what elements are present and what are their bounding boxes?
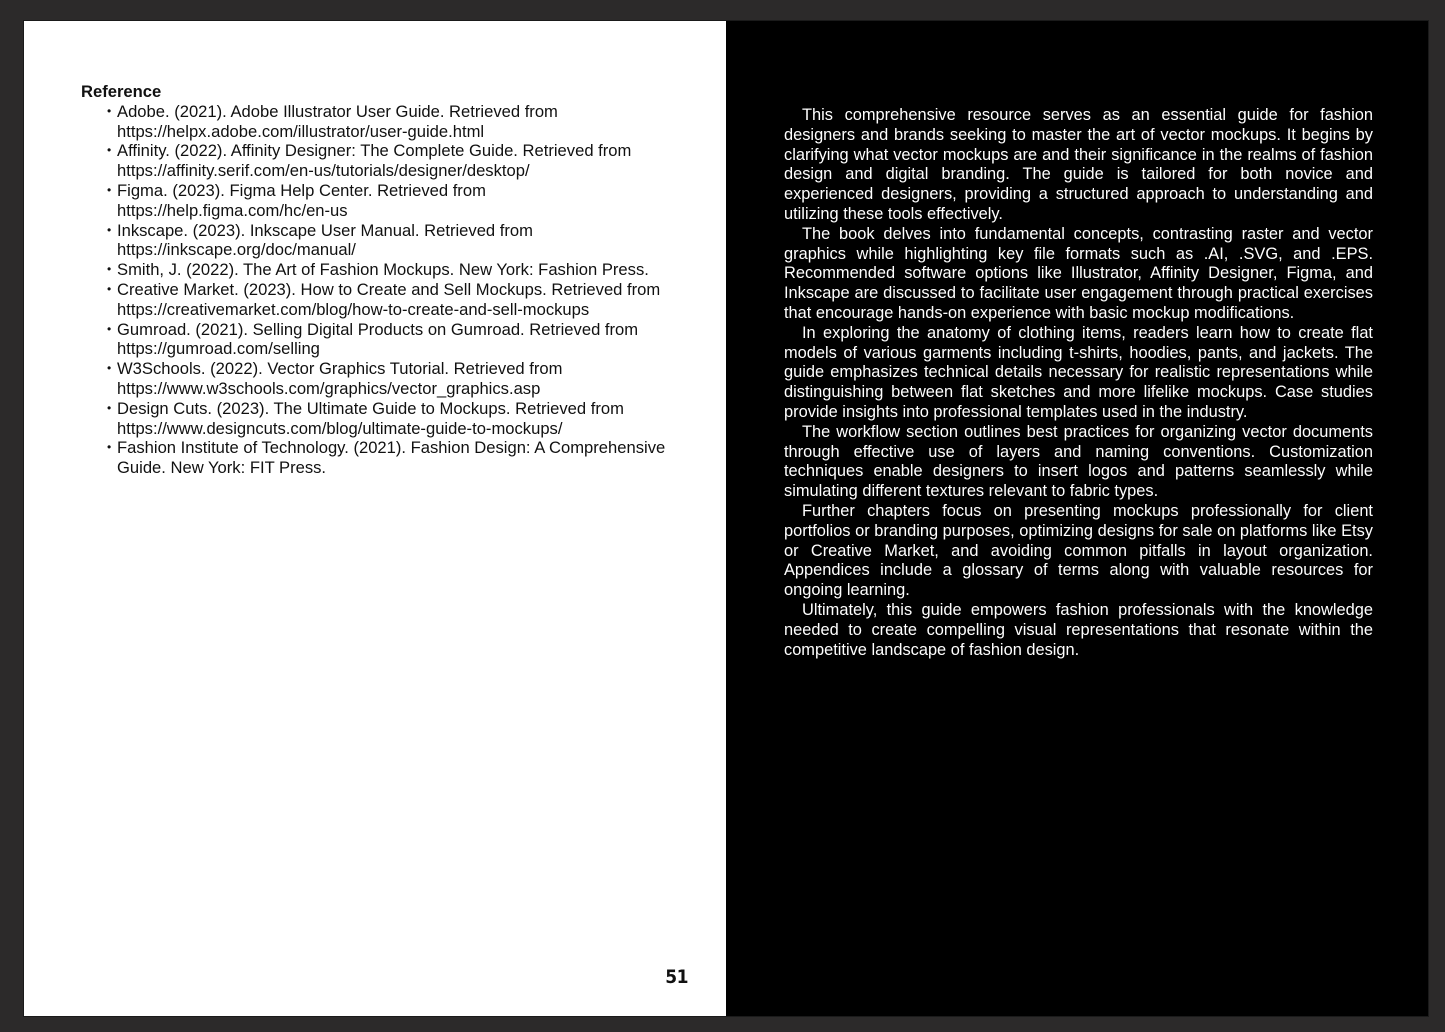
summary-paragraph: In exploring the anatomy of clothing items, readers learn how to create flat models of various garments including t-shirts, hoodies, pants, and jackets. The guide emphasizes technical details necessary for realistic representations while distinguishing between flat sketches and more lifelike mockups. Case studies provide insights into professional templates used in the industry.	[784, 323, 1373, 421]
right-page	[726, 21, 1428, 1016]
summary-paragraph: The workflow section outlines best practices for organizing vector documents through effective use of layers and naming conventions. Customization techniques enable designers to insert logos and patterns seamlessly while simulating different textures relevant to fabric types.	[784, 422, 1373, 501]
reference-item: • Affinity. (2022). Affinity Designer: The Complete Guide. Retrieved from https://affinity.serif.com/en-us/tutorials/designer/desktop/	[117, 141, 681, 181]
reference-item: • Design Cuts. (2023). The Ultimate Guide to Mockups. Retrieved from https://www.designcuts.com/blog/ultimate-guide-to-mockups/	[117, 399, 681, 439]
reference-item: • Adobe. (2021). Adobe Illustrator User Guide. Retrieved from https://helpx.adobe.com/illustrator/user-guide.html	[117, 102, 681, 142]
page-number: 51	[665, 966, 688, 988]
page-spread	[24, 21, 1428, 1016]
left-page	[24, 21, 726, 1016]
summary-paragraph: The book delves into fundamental concepts, contrasting raster and vector graphics while highlighting key file formats such as .AI, .SVG, and .EPS. Recommended software options like Illustrator, Affinity Designer, Figma, and Inkscape are discussed to facilitate user engagement through practical exercises that encourage hands-on experience with basic mockup modifications.	[784, 224, 1373, 322]
reference-item: • Creative Market. (2023). How to Create and Sell Mockups. Retrieved from https://creativemarket.com/blog/how-to-create-and-sell-mockups	[117, 280, 681, 320]
reference-list	[81, 102, 681, 478]
reference-item: • Figma. (2023). Figma Help Center. Retrieved from https://help.figma.com/hc/en-us	[117, 181, 681, 221]
reference-item: • Fashion Institute of Technology. (2021). Fashion Design: A Comprehensive Guide. New York: FIT Press.	[117, 438, 681, 478]
summary-paragraph: Ultimately, this guide empowers fashion professionals with the knowledge needed to create compelling visual representations that resonate within the competitive landscape of fashion design.	[784, 600, 1373, 659]
reference-heading: Reference	[81, 82, 162, 101]
reference-item: • Gumroad. (2021). Selling Digital Products on Gumroad. Retrieved from https://gumroad.com/selling	[117, 320, 681, 360]
summary-paragraph: Further chapters focus on presenting mockups professionally for client portfolios or branding purposes, optimizing designs for sale on platforms like Etsy or Creative Market, and avoiding common pitfalls in layout organization. Appendices include a glossary of terms along with valuable resources for ongoing learning.	[784, 501, 1373, 600]
summary-text	[784, 106, 1373, 660]
summary-paragraph: This comprehensive resource serves as an essential guide for fashion designers and brands seeking to master the art of vector mockups. It begins by clarifying what vector mockups are and their significance in the realms of fashion design and digital branding. The guide is tailored for both novice and experienced designers, providing a structured approach to understanding and utilizing these tools effectively.	[784, 106, 1373, 223]
reference-item: • Smith, J. (2022). The Art of Fashion Mockups. New York: Fashion Press.	[117, 260, 681, 280]
reference-item: • W3Schools. (2022). Vector Graphics Tutorial. Retrieved from https://www.w3schools.com/graphics/vector_graphics.asp	[117, 359, 681, 399]
reference-item: • Inkscape. (2023). Inkscape User Manual. Retrieved from https://inkscape.org/doc/manual/	[117, 221, 681, 261]
reference-section	[81, 82, 681, 478]
